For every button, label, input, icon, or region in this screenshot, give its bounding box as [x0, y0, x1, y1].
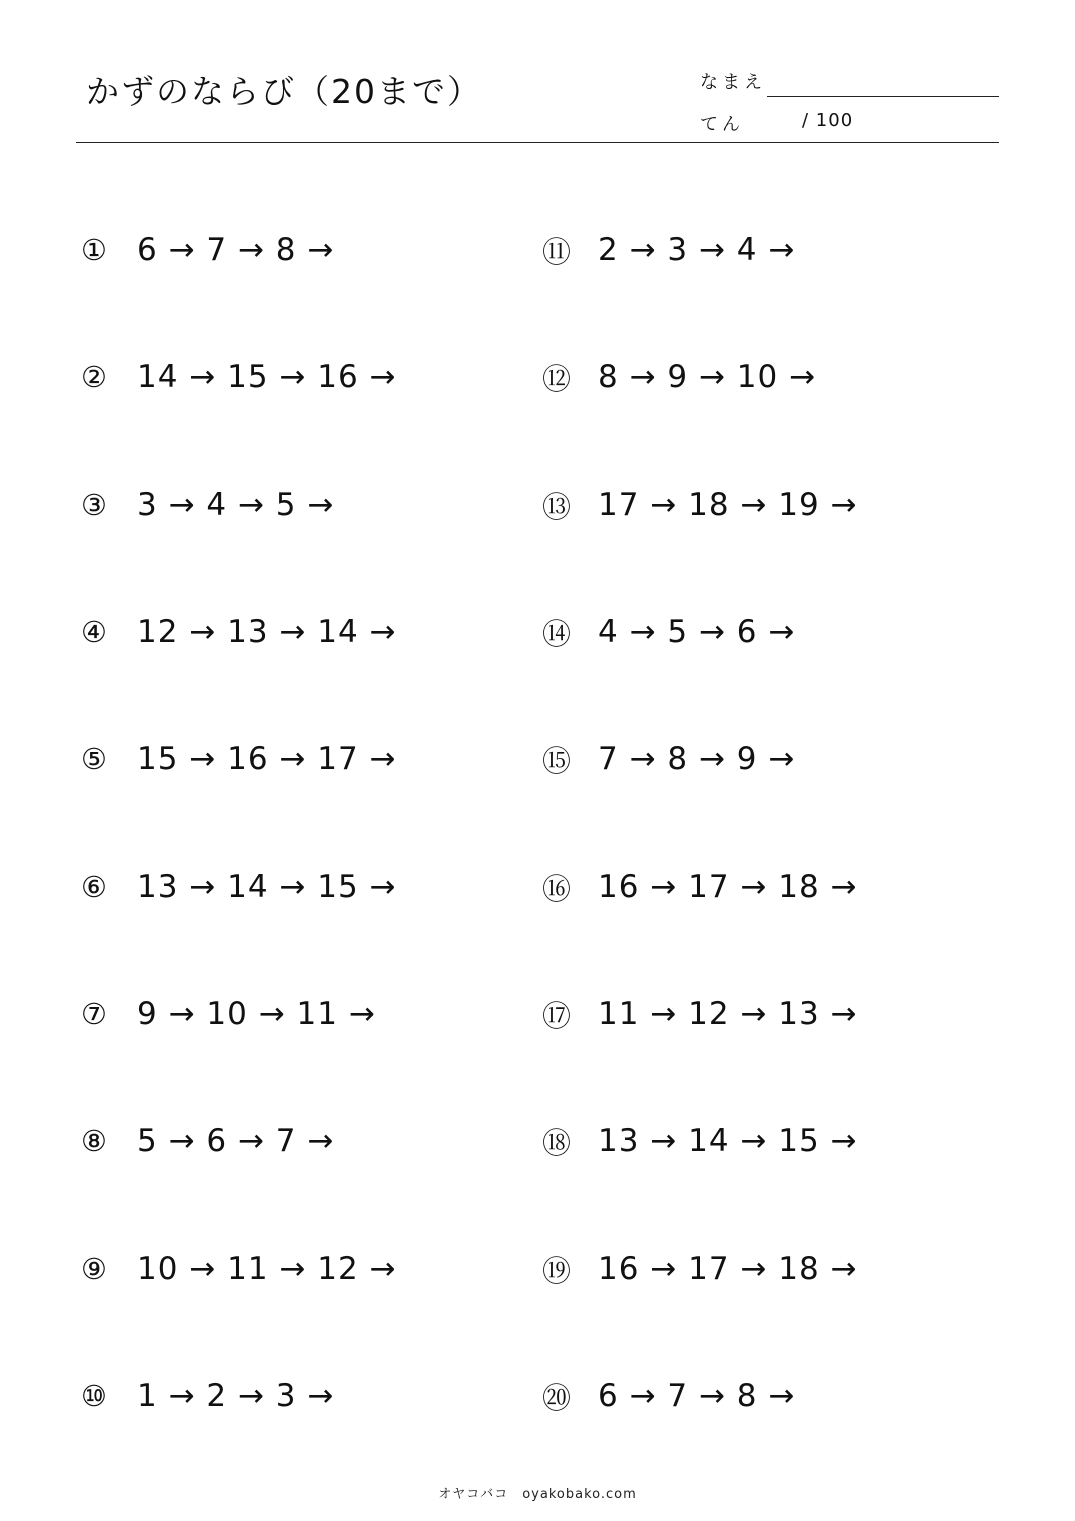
number-sequence: 17 → 18 → 19 →	[598, 487, 858, 523]
worksheet-title: かずのならび（20まで）	[86, 72, 482, 111]
number-sequence: 6 → 7 → 8 →	[598, 1378, 796, 1414]
number-sequence: 3 → 4 → 5 →	[137, 487, 335, 523]
problem-number: ⑧	[81, 1124, 107, 1158]
problem-number: ⑭	[542, 616, 572, 651]
problem-item	[81, 612, 397, 652]
problem-number: ⑥	[81, 870, 107, 904]
number-sequence: 9 → 10 → 11 →	[137, 996, 376, 1032]
problem-item	[542, 739, 795, 779]
number-sequence: 1 → 2 → 3 →	[137, 1378, 335, 1414]
problem-item	[542, 230, 795, 270]
problem-item	[542, 612, 795, 652]
problem-number: ⑦	[81, 997, 107, 1031]
problem-item	[81, 1121, 334, 1161]
problem-number: ①	[81, 233, 107, 267]
number-sequence: 8 → 9 → 10 →	[598, 359, 817, 395]
number-sequence: 13 → 14 → 15 →	[137, 869, 397, 905]
number-sequence: 10 → 11 → 12 →	[137, 1251, 397, 1287]
problem-number: ⑱	[542, 1125, 572, 1160]
number-sequence: 2 → 3 → 4 →	[598, 232, 796, 268]
problem-number: ⑮	[542, 743, 572, 778]
problem-item	[81, 1249, 397, 1289]
footer-credit: オヤコバコ oyakobako.com	[438, 1487, 637, 1502]
number-sequence: 13 → 14 → 15 →	[598, 1123, 858, 1159]
problem-number: ⑤	[81, 742, 107, 776]
problem-item	[542, 1376, 795, 1416]
problem-item	[542, 1249, 858, 1289]
number-sequence: 4 → 5 → 6 →	[598, 614, 796, 650]
number-sequence: 6 → 7 → 8 →	[137, 232, 335, 268]
problem-item	[542, 994, 858, 1034]
problem-item	[81, 1376, 334, 1416]
number-sequence: 5 → 6 → 7 →	[137, 1123, 335, 1159]
problem-item	[81, 230, 334, 270]
score-label: てん	[700, 114, 744, 135]
problem-number: ⑲	[542, 1253, 572, 1288]
problem-item	[81, 357, 397, 397]
problem-number: ⑳	[542, 1380, 572, 1415]
number-sequence: 15 → 16 → 17 →	[137, 741, 397, 777]
problem-number: ⑫	[542, 361, 572, 396]
problem-item	[81, 485, 334, 525]
problem-item	[542, 357, 816, 397]
problem-number: ⑩	[81, 1379, 107, 1413]
number-sequence: 12 → 13 → 14 →	[137, 614, 397, 650]
number-sequence: 16 → 17 → 18 →	[598, 869, 858, 905]
number-sequence: 16 → 17 → 18 →	[598, 1251, 858, 1287]
problem-number: ⑰	[542, 998, 572, 1033]
problem-item	[542, 485, 858, 525]
problem-item	[81, 739, 397, 779]
problem-item	[81, 867, 397, 907]
problem-number: ⑬	[542, 489, 572, 524]
problem-item	[542, 1121, 858, 1161]
problem-number: ⑪	[542, 234, 572, 269]
header-divider	[76, 142, 999, 143]
problem-number: ④	[81, 615, 107, 649]
number-sequence: 11 → 12 → 13 →	[598, 996, 858, 1032]
problem-item	[542, 867, 858, 907]
problem-number: ⑨	[81, 1252, 107, 1286]
problem-item	[81, 994, 376, 1034]
problem-number: ③	[81, 488, 107, 522]
problem-number: ⑯	[542, 871, 572, 906]
score-total: / 100	[802, 110, 854, 131]
number-sequence: 14 → 15 → 16 →	[137, 359, 397, 395]
problem-number: ②	[81, 360, 107, 394]
number-sequence: 7 → 8 → 9 →	[598, 741, 796, 777]
name-line[interactable]	[767, 96, 999, 97]
name-label: なまえ	[700, 72, 766, 93]
